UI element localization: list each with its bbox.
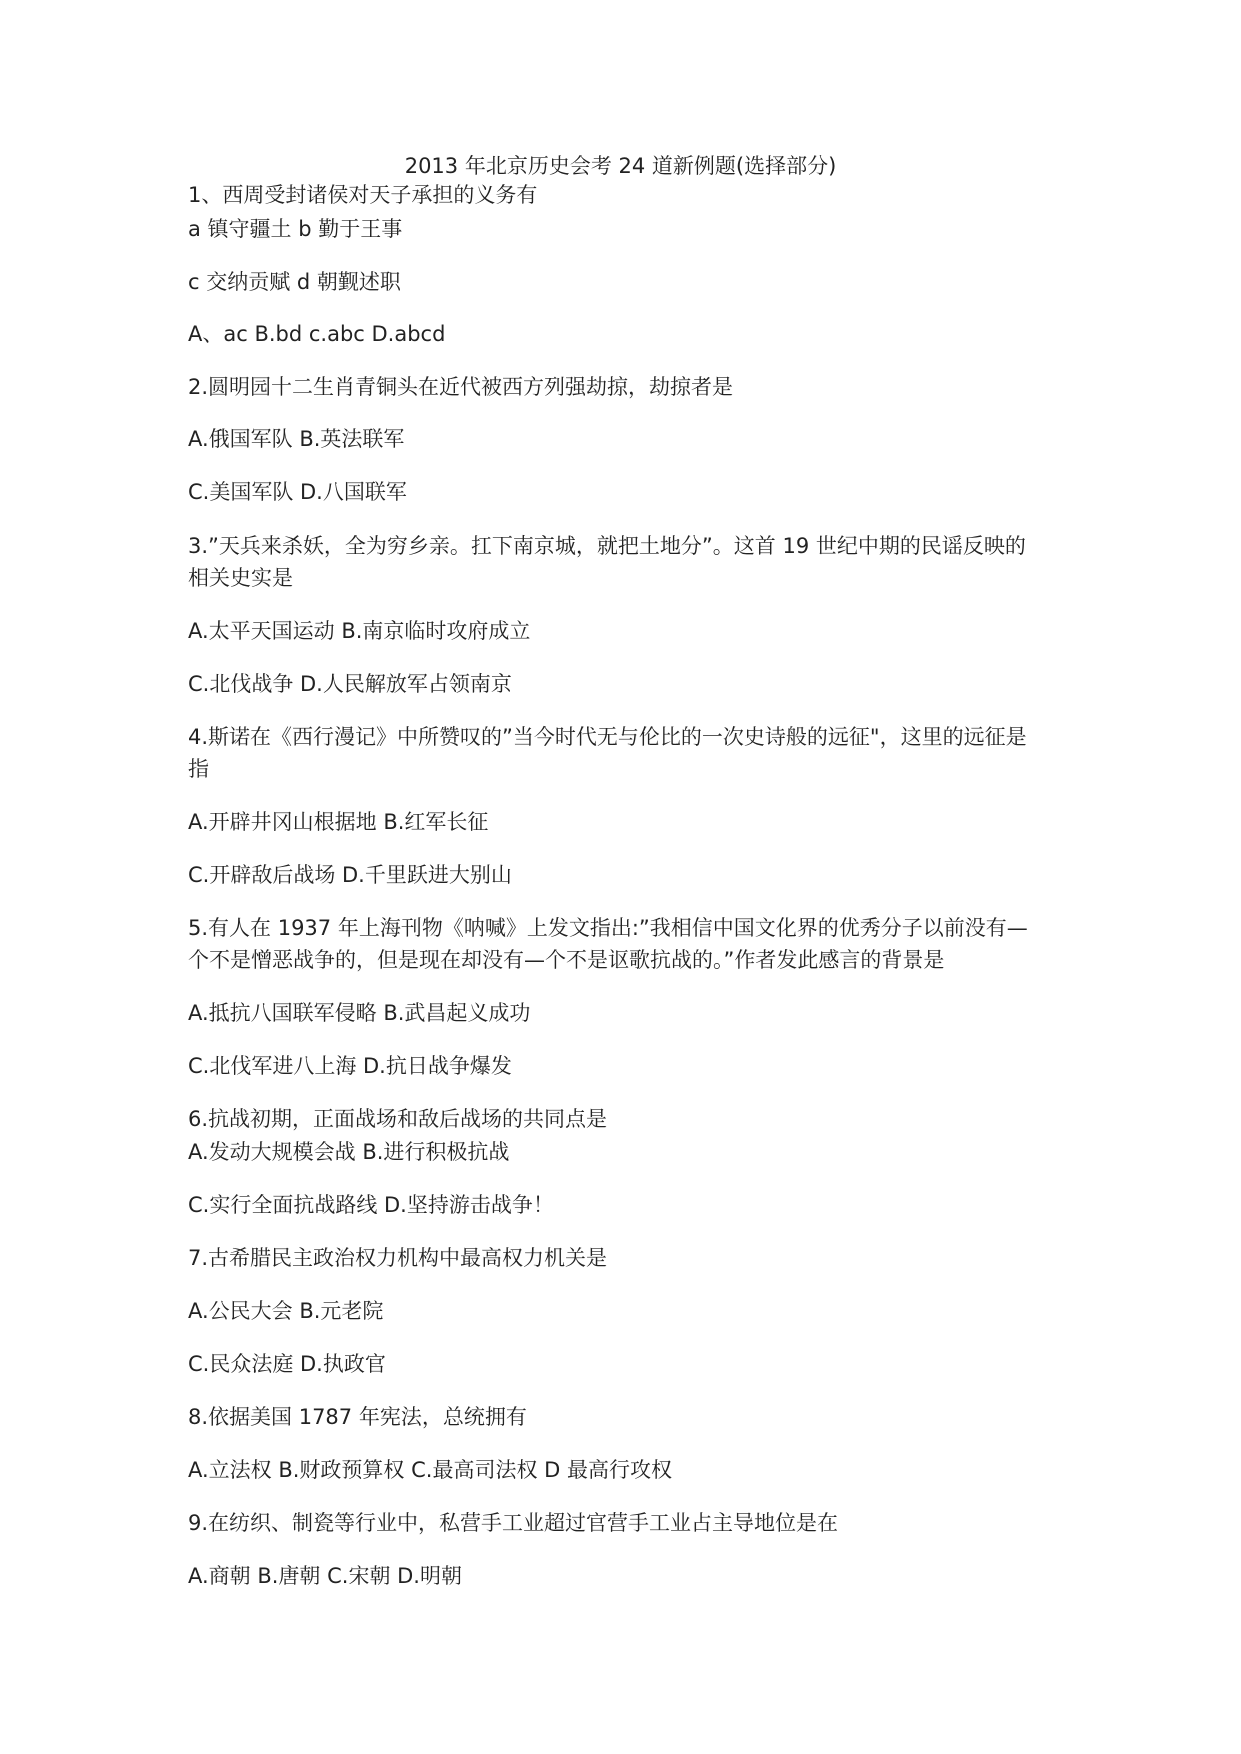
question-2-stem: 2.圆明园十二生肖青铜头在近代被西方列强劫掠，劫掠者是 <box>188 375 734 399</box>
question-6-options-cd: C.实行全面抗战路线 D.坚持游击战争！ <box>188 1193 554 1217</box>
question-2-options-ab: A.俄国军队 B.英法联军 <box>188 427 405 451</box>
question-4-stem: 4.斯诺在《西行漫记》中所赞叹的”当今时代无与伦比的一次史诗般的远征"，这里的远征是 <box>188 725 1027 749</box>
question-1-items-cd: c 交纳贡赋 d 朝觐述职 <box>188 270 401 294</box>
question-4-options-cd: C.开辟敌后战场 D.千里跃进大别山 <box>188 863 512 887</box>
question-7-options-cd: C.民众法庭 D.执政官 <box>188 1352 386 1376</box>
document-title: 2013 年北京历史会考 24 道新例题(选择部分) <box>404 154 837 178</box>
question-9-options: A.商朝 B.唐朝 C.宋朝 D.明朝 <box>188 1564 462 1588</box>
question-1-items-ab: a 镇守疆土 b 勤于王事 <box>188 217 403 241</box>
question-5-options-ab: A.抵抗八国联军侵略 B.武昌起义成功 <box>188 1001 531 1025</box>
question-2-options-cd: C.美国军队 D.八国联军 <box>188 480 407 504</box>
question-3-options-ab: A.太平天国运动 B.南京临时攻府成立 <box>188 619 531 643</box>
question-9-stem: 9.在纺织、制瓷等行业中，私营手工业超过官营手工业占主导地位是在 <box>188 1511 839 1535</box>
question-4-options-ab: A.开辟井冈山根据地 B.红军长征 <box>188 810 489 834</box>
question-6-options-ab: A.发动大规模会战 B.进行积极抗战 <box>188 1140 510 1164</box>
question-1-stem: 1、西周受封诸侯对天子承担的义务有 <box>188 183 538 207</box>
question-3-options-cd: C.北伐战争 D.人民解放军占领南京 <box>188 672 512 696</box>
question-6-stem: 6.抗战初期，正面战场和敌后战场的共同点是 <box>188 1107 608 1131</box>
question-8-stem: 8.依据美国 1787 年宪法，总统拥有 <box>188 1405 527 1429</box>
question-3-stem-cont: 相关史实是 <box>188 566 293 590</box>
question-8-options: A.立法权 B.财政预算权 C.最高司法权 D 最高行攻权 <box>188 1458 672 1482</box>
question-4-stem-cont: 指 <box>188 757 209 781</box>
question-7-stem: 7.古希腊民主政治权力机构中最高权力机关是 <box>188 1246 608 1270</box>
question-5-options-cd: C.北伐军进八上海 D.抗日战争爆发 <box>188 1054 512 1078</box>
question-7-options-ab: A.公民大会 B.元老院 <box>188 1299 384 1323</box>
question-5-stem-cont: 个不是憎恶战争的，但是现在却没有—个不是讴歌抗战的。”作者发此感言的背景是 <box>188 948 945 972</box>
question-1-options: A、ac B.bd c.abc D.abcd <box>188 322 446 346</box>
question-3-stem: 3.”天兵来杀妖，全为穷乡亲。扛下南京城，就把土地分”。这首 19 世纪中期的民谣反映的 <box>188 534 1026 558</box>
question-5-stem: 5.有人在 1937 年上海刊物《呐喊》上发文指出:”我相信中国文化界的优秀分子以前没有— <box>188 916 1028 940</box>
